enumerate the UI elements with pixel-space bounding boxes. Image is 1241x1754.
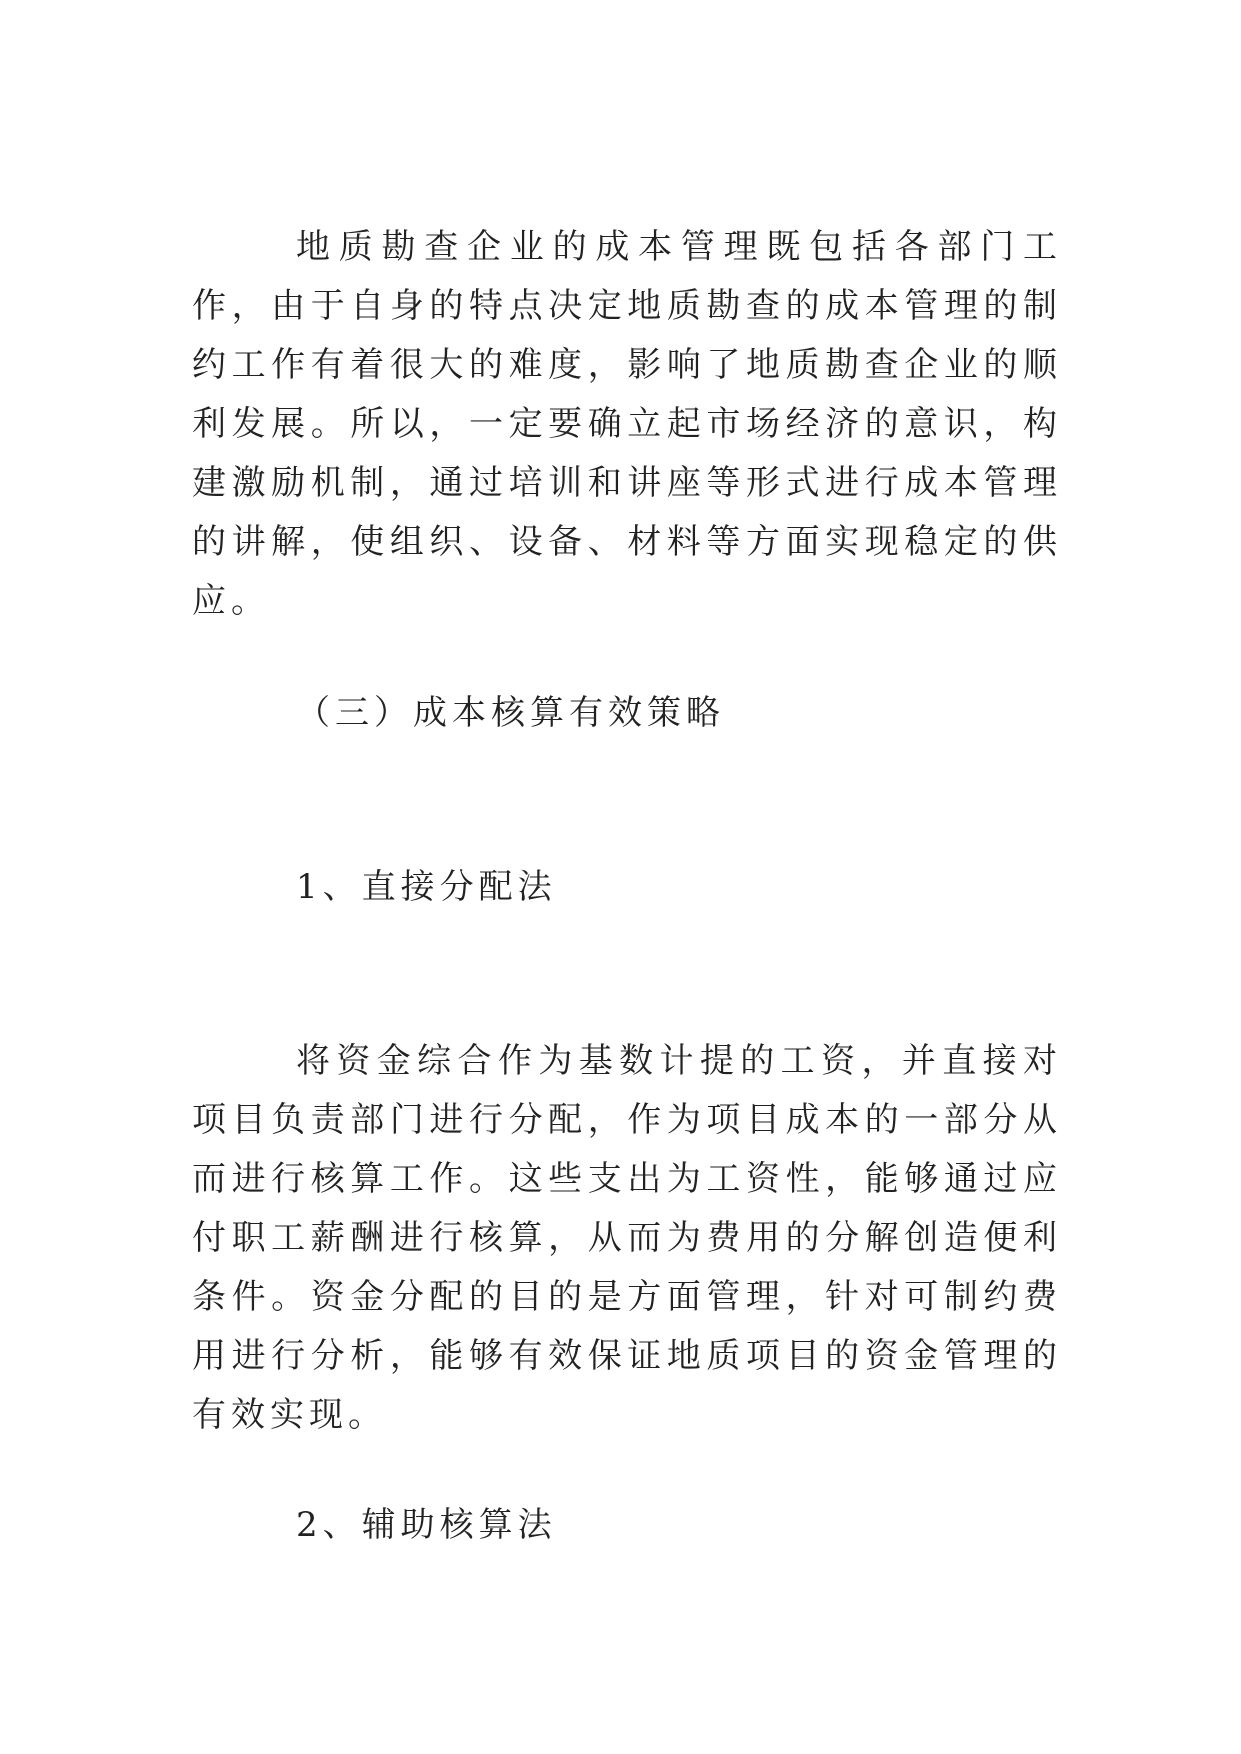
section-heading: （三）成本核算有效策略 [296,693,725,733]
subheading-direct-allocation: 1、直接分配法 [296,867,557,907]
body-paragraph: 将资金综合作为基数计提的工资，并直接对项目负责部门进行分配，作为项目成本的一部分从而进行核算工作。这些支出为工资性，能够通过应付职工薪酬进行核算，从而为费用的分解创造便利条件。资金分配的目的是方面管理，针对可制约费用进行分析，能够有效保证地质项目的资金管理的有效实现。 [192,1041,1062,1435]
body-paragraph: 地质勘查企业的成本管理既包括各部门工作，由于自身的特点决定地质勘查的成本管理的制约工作有着很大的难度，影响了地质勘查企业的顺利发展。所以，一定要确立起市场经济的意识，构建激励机制，通过培训和讲座等形式进行成本管理的讲解，使组织、设备、材料等方面实现稳定的供应。 [192,227,1062,621]
subheading-auxiliary-accounting: 2、辅助核算法 [296,1505,557,1545]
